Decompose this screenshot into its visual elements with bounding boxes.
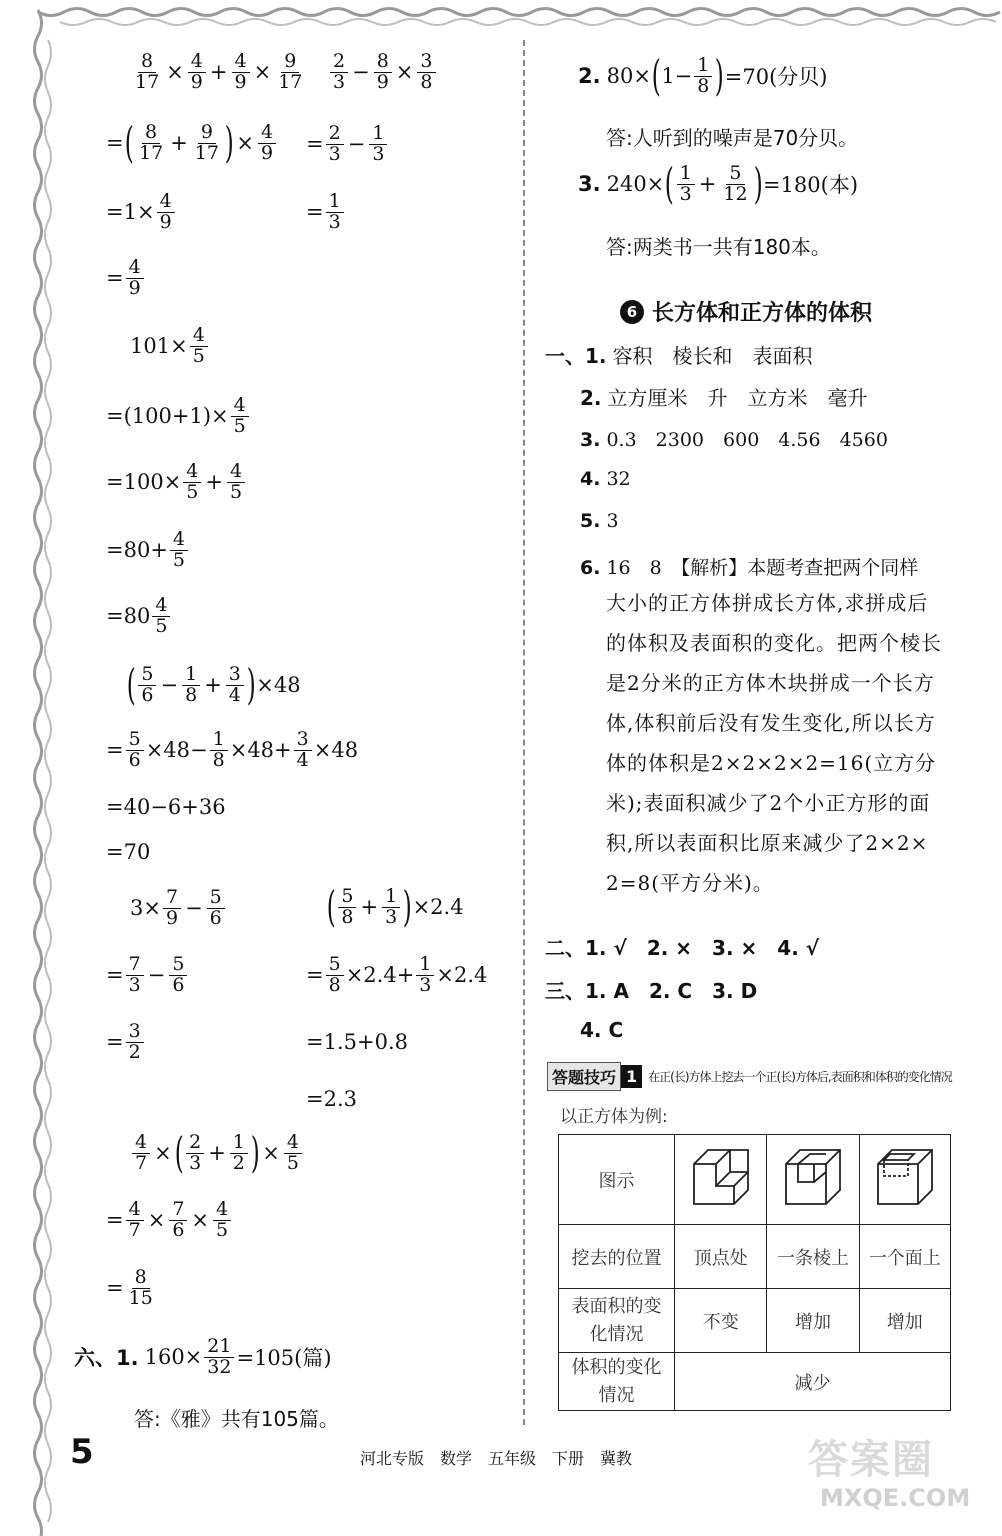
page-number: 5: [70, 1432, 94, 1472]
part3-answers: 三、1. A 2. C 3. D: [545, 979, 758, 1003]
expr-row-1b: $\frac{2}{3}$ − $\frac{8}{9}$ × $\frac{3}{8}$: [328, 52, 438, 93]
tip-banner: [547, 1062, 952, 1091]
table-cell: 减少: [675, 1353, 951, 1411]
expr-row-15b: = $\frac{5}{8}$ ×2.4+ $\frac{1}{3}$ ×2.4: [306, 953, 488, 996]
cube-vertex-figure: [675, 1135, 767, 1225]
expr-row-5: 101× $\frac{4}{5}$: [130, 326, 210, 367]
problem-six-answer: 答:《雅》共有105篇。: [134, 1407, 339, 1431]
expr-row-2a: = ( $\frac{8}{17}$ + $\frac{9}{17}$ ) × $\frac{4}{9}$: [106, 122, 278, 164]
section-heading: [620, 296, 872, 327]
table-cell: 图示: [559, 1135, 675, 1225]
expr-row-12: =40−6+36: [106, 795, 226, 819]
column-divider: [523, 40, 525, 1425]
problem-2-answer: 答:人听到的噪声是70分贝。: [606, 126, 859, 150]
expr-row-3a: =1× $\frac{4}{9}$: [106, 192, 177, 233]
expr-row-3b: = $\frac{1}{3}$: [306, 192, 346, 233]
analysis-paragraph: 大小的正方体拼成长方体,求拼成后 的体积及表面积的变化。把两个棱长 是2分米的正方体木块拼成一个长方 体,体积前后没有发生变化,所以长方 体的体积是2×2×2×2=16(立方分 米);表面积减少了2个小正方形的面 积,所以表面积比原来减少了2×2× 2=8(平方分米)。: [606, 591, 942, 895]
table-row: [559, 1135, 951, 1225]
expr-row-8: =80+ $\frac{4}{5}$: [106, 530, 190, 571]
table-cell: 增加: [767, 1289, 859, 1353]
table-row: [559, 1353, 951, 1411]
table-cell: 体积的变化情况: [559, 1353, 675, 1411]
cube-face-figure: [859, 1135, 950, 1225]
watermark-logo: 答案圈: [808, 1437, 934, 1483]
expr-row-9: =80 $\frac{4}{5}$: [106, 596, 172, 637]
tip-table: [558, 1134, 951, 1411]
part1-item4: 4. 32: [580, 468, 631, 490]
tip-label: 答题技巧: [547, 1062, 621, 1091]
expr-row-4: = $\frac{4}{9}$: [106, 258, 146, 299]
problem-2: 2. 80× ( 1− $\frac{1}{8}$ ) =70(分贝): [578, 51, 828, 100]
left-wavy-border: [35, 10, 42, 1536]
table-cell: 挖去的位置: [559, 1225, 675, 1289]
expr-row-15a: = $\frac{7}{3}$ − $\frac{5}{6}$: [106, 955, 189, 996]
expr-row-1a: $\frac{8}{17}$ × $\frac{4}{9}$ + $\frac{4}{9}$ × $\frac{9}{17}$: [135, 50, 303, 93]
expr-row-11: = $\frac{5}{6}$ ×48− $\frac{1}{8}$ ×48+ $\frac{3}{4}$ ×48: [106, 728, 359, 771]
expr-row-16a: = $\frac{3}{2}$: [106, 1022, 146, 1063]
cube-edge-figure: [767, 1135, 859, 1225]
table-cell: 顶点处: [675, 1225, 767, 1289]
cube-cut-face-icon: [870, 1142, 940, 1212]
expr-row-17b: =2.3: [306, 1087, 357, 1111]
table-cell: 一个面上: [859, 1225, 950, 1289]
table-row: [559, 1225, 951, 1289]
tip-intro: 以正方体为例:: [560, 1107, 668, 1127]
expr-row-18: $\frac{4}{7}$ × ( $\frac{2}{3}$ + $\frac{1}{2}$ ) × $\frac{4}{5}$: [130, 1132, 304, 1174]
expr-row-10: ( $\frac{5}{6}$ − $\frac{1}{8}$ + $\frac{3}{4}$ ) ×48: [126, 660, 301, 709]
watermark-url: MXQE.COM: [820, 1484, 971, 1512]
tip-text: 在正(长)方体上挖去一个正(长)方体后,表面积和体积的变化情况: [648, 1070, 952, 1084]
table-row: [559, 1289, 951, 1353]
part1-item2: 2. 立方厘米 升 立方米 毫升: [580, 386, 868, 410]
top-wavy-border: [38, 9, 1000, 16]
section-title: 长方体和正方体的体积: [652, 301, 873, 326]
problem-3: 3. 240× ( $\frac{1}{3}$ + $\frac{5}{12}$ ) =180(本): [578, 159, 859, 208]
expr-row-7: =100× $\frac{4}{5}$ + $\frac{4}{5}$: [106, 462, 247, 503]
section-badge: 6: [620, 300, 644, 324]
cube-cut-edge-icon: [778, 1142, 848, 1212]
cube-cut-corner-icon: [686, 1142, 756, 1212]
table-cell: 表面积的变化情况: [559, 1289, 675, 1353]
expr-row-6: =(100+1)× $\frac{4}{5}$: [106, 396, 251, 437]
problem-3-answer: 答:两类书一共有180本。: [606, 235, 831, 259]
part1-item3: 3. 0.3 2300 600 4.56 4560: [580, 429, 888, 451]
expr-row-19: = $\frac{4}{7}$ × $\frac{7}{6}$ × $\frac{4}{5}$: [106, 1200, 233, 1241]
part1-item6: 6. 16 8 【解析】本题考查把两个同样: [580, 557, 919, 579]
expr-row-14b: ( $\frac{5}{8}$ + $\frac{1}{3}$ ) ×2.4: [326, 882, 464, 931]
expr-row-14a: 3× $\frac{7}{9}$ − $\frac{5}{6}$: [130, 888, 227, 929]
problem-six-1: 六、1. 160× $\frac{21}{32}$ =105(篇): [74, 1335, 332, 1378]
expr-row-13: =70: [106, 840, 151, 864]
left-wavy-border-inner: [45, 40, 51, 1522]
part1-item1: 一、1. 容积 棱长和 表面积: [545, 344, 813, 368]
part2-answers: 二、1. √ 2. × 3. × 4. √: [545, 936, 820, 960]
footer-info: 河北专版 数学 五年级 下册 冀教: [360, 1449, 633, 1468]
expr-row-16b: =1.5+0.8: [306, 1030, 408, 1054]
tip-number: 1: [621, 1065, 642, 1088]
table-cell: 不变: [675, 1289, 767, 1353]
expr-row-2b: = $\frac{2}{3}$ − $\frac{1}{3}$: [306, 124, 389, 165]
part3-item4: 4. C: [580, 1018, 624, 1042]
top-wavy-border-inner: [60, 19, 996, 25]
table-cell: 增加: [859, 1289, 950, 1353]
expr-row-20: = $\frac{8}{15}$: [106, 1266, 153, 1309]
part1-item5: 5. 3: [580, 510, 619, 532]
table-cell: 一条棱上: [767, 1225, 859, 1289]
